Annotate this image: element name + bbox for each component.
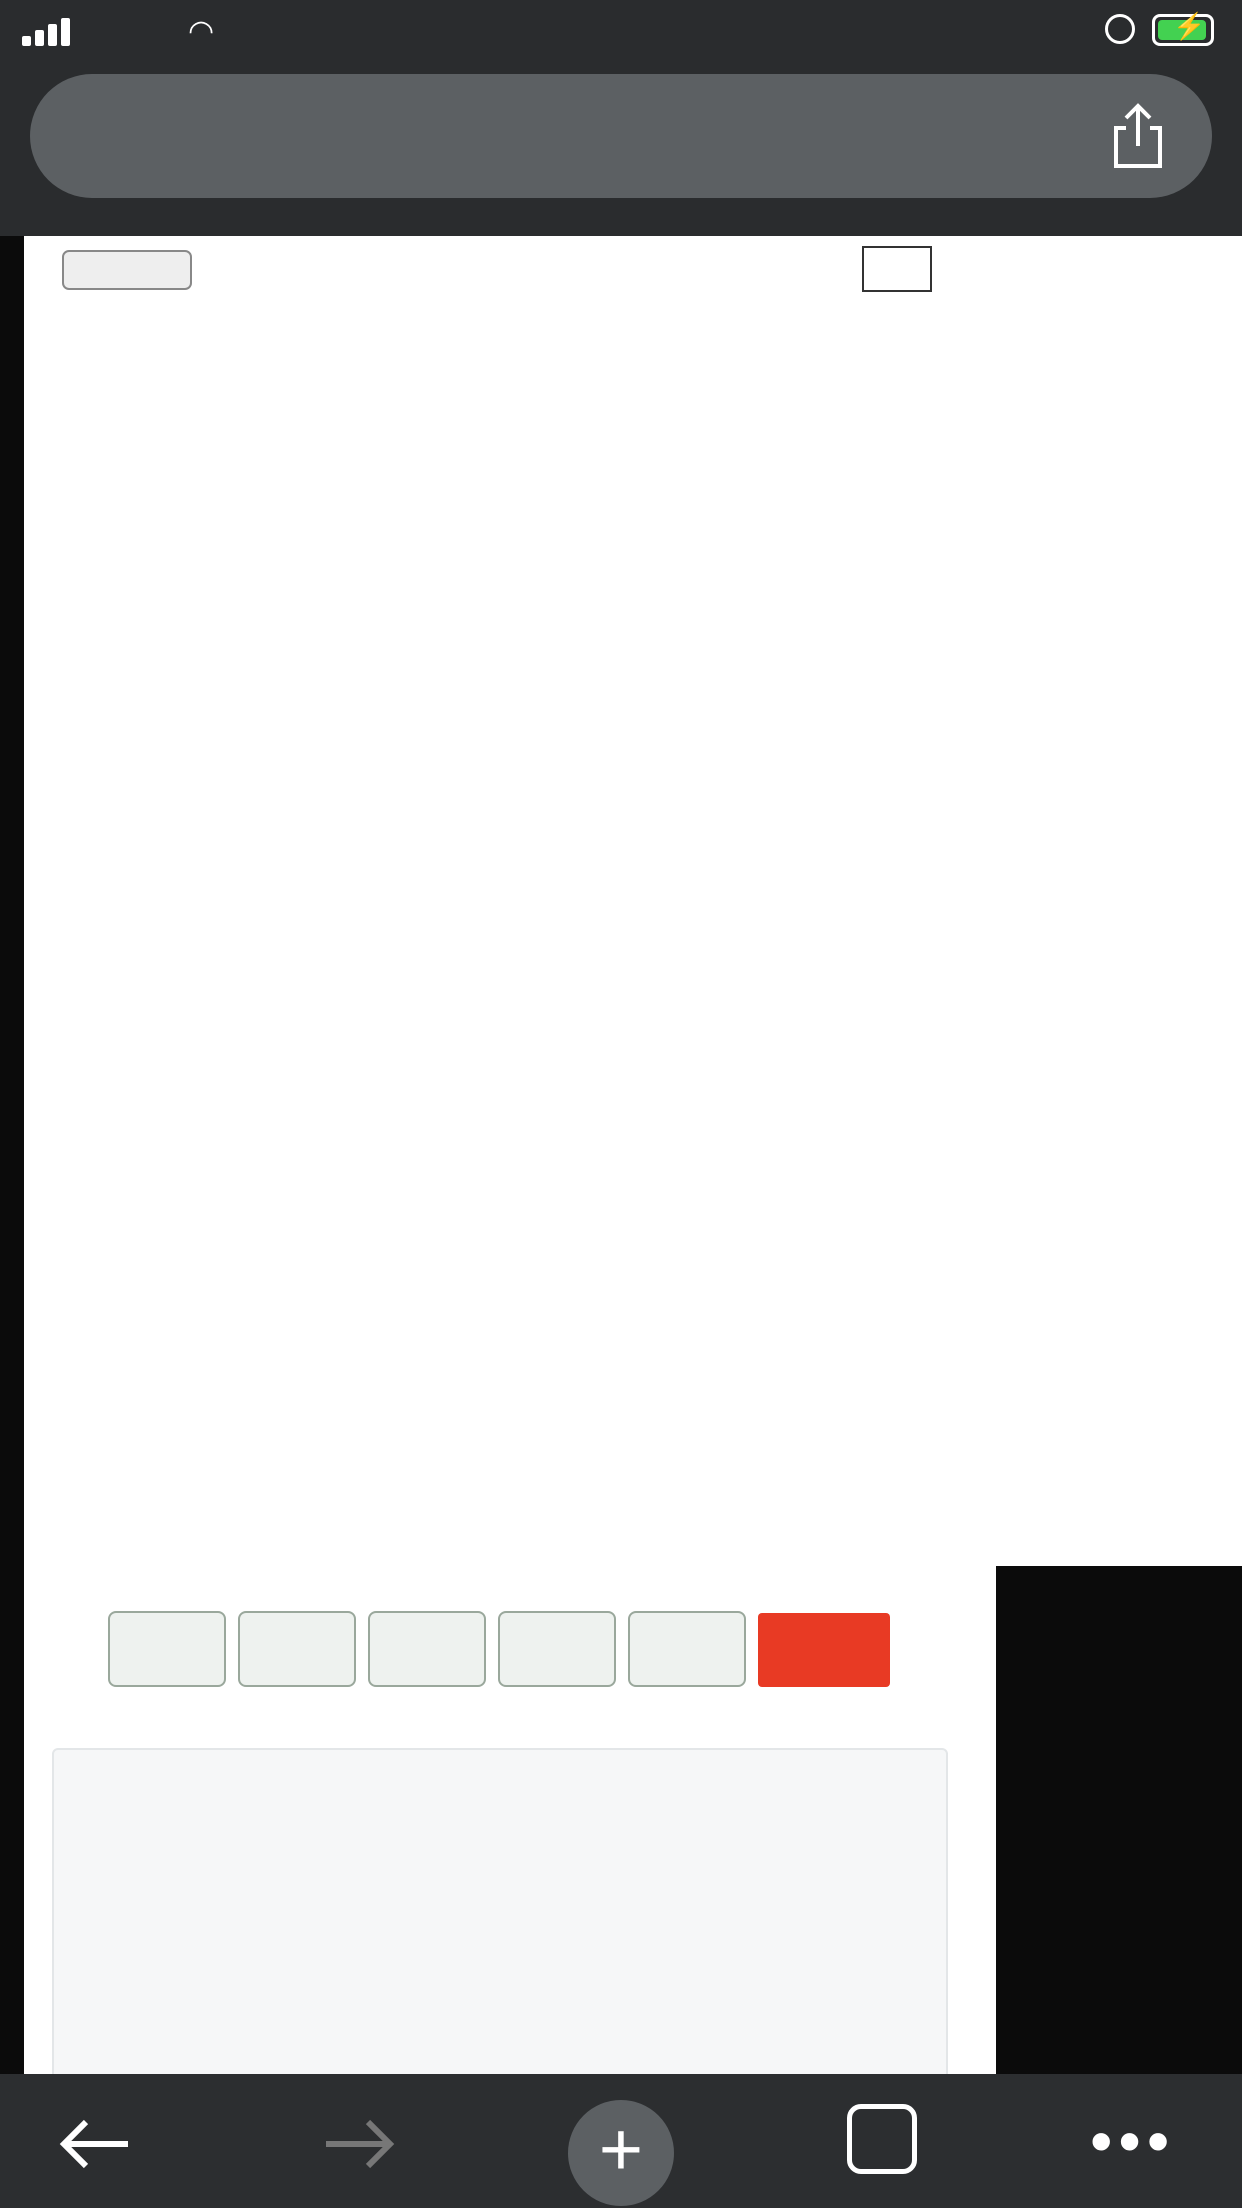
rotation-lock-icon bbox=[1105, 14, 1135, 44]
as-button[interactable] bbox=[108, 1611, 226, 1687]
toolbar-reset-button[interactable] bbox=[62, 250, 192, 290]
forward-icon[interactable] bbox=[322, 2116, 396, 2172]
kop-button[interactable] bbox=[238, 1611, 356, 1687]
kep-button[interactable] bbox=[368, 1611, 486, 1687]
status-bar bbox=[0, 0, 1242, 62]
paito-button-row bbox=[0, 1611, 1000, 1691]
share-icon[interactable] bbox=[1110, 102, 1166, 170]
jml-button[interactable] bbox=[628, 1611, 746, 1687]
reset-button[interactable] bbox=[758, 1613, 890, 1687]
battery-icon: ⚡ bbox=[1152, 14, 1214, 46]
new-tab-button[interactable] bbox=[568, 2100, 674, 2206]
brush-button[interactable] bbox=[862, 246, 932, 292]
browser-bottom-bar bbox=[0, 2074, 1242, 2208]
tab-count-button[interactable] bbox=[847, 2104, 917, 2174]
address-bar[interactable] bbox=[30, 74, 1212, 198]
color-toolbar bbox=[50, 236, 936, 302]
web-page bbox=[0, 236, 1242, 2074]
paito-grid[interactable] bbox=[38, 236, 1242, 1566]
more-icon[interactable]: ••• bbox=[1090, 2105, 1176, 2177]
wifi-icon: ◠ bbox=[188, 15, 215, 48]
back-icon[interactable] bbox=[58, 2116, 132, 2172]
signal-icon bbox=[22, 16, 74, 46]
plus-icon: + bbox=[598, 2107, 644, 2192]
notice-box bbox=[52, 1748, 948, 2074]
ekr-button[interactable] bbox=[498, 1611, 616, 1687]
